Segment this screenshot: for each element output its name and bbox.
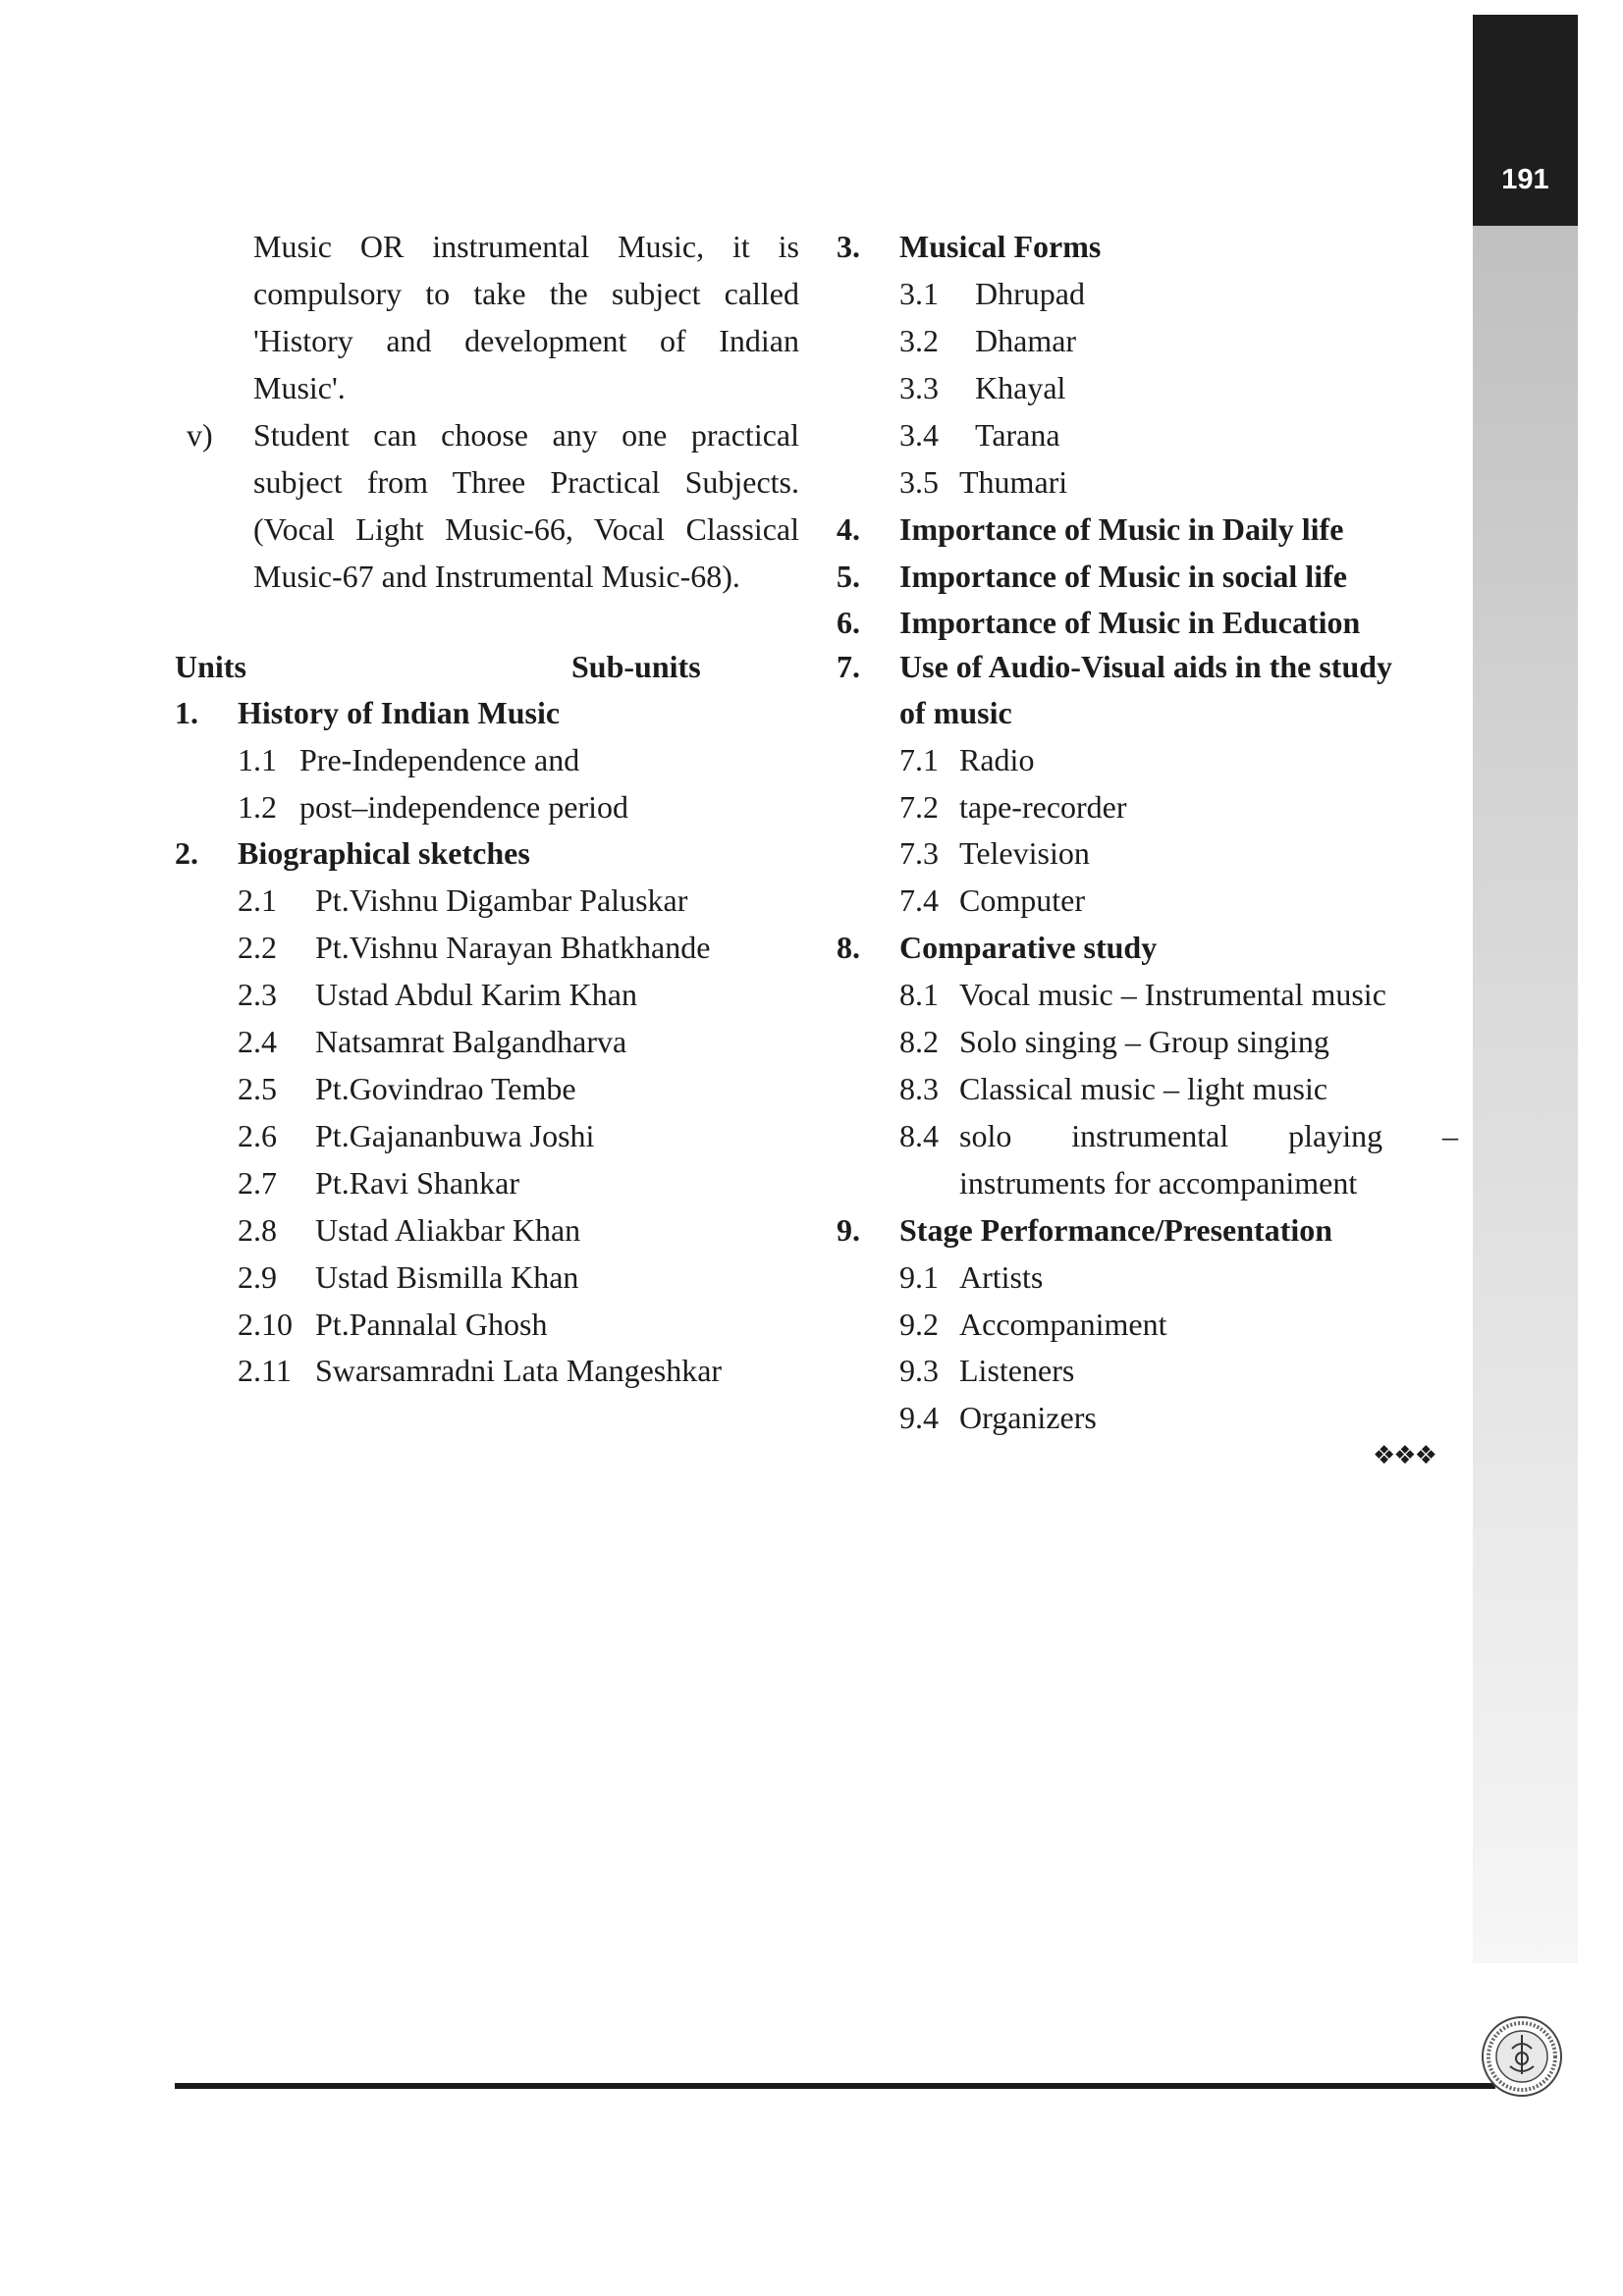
subunit-number: 2.5	[238, 1071, 277, 1106]
subunit-text: Radio	[959, 742, 1035, 777]
unit-title: Musical Forms	[899, 229, 1102, 264]
unit-title: Biographical sketches	[238, 835, 530, 871]
subunit-number: 2.11	[238, 1353, 292, 1388]
unit-title-continued: of music	[899, 695, 1012, 730]
unit-number: 9.	[837, 1212, 860, 1248]
subunit-text: Solo singing – Group singing	[959, 1024, 1329, 1059]
subunit-number: 2.4	[238, 1024, 277, 1059]
subunit-number: 8.1	[899, 977, 939, 1012]
subunit-text: Natsamrat Balgandharva	[315, 1024, 627, 1059]
unit-title: Use of Audio-Visual aids in the study	[899, 649, 1393, 684]
unit-title: Importance of Music in Education	[899, 605, 1361, 640]
bottom-rule	[175, 2083, 1495, 2089]
subunit-number: 2.7	[238, 1165, 277, 1201]
subunit-number: 3.3	[899, 370, 939, 405]
subunit-number: 8.4	[899, 1118, 939, 1153]
unit-number: 6.	[837, 605, 860, 640]
subunit-text: post–independence period	[299, 789, 628, 825]
subunit-text: Accompaniment	[959, 1307, 1167, 1342]
subunit-text: Tarana	[975, 417, 1060, 453]
intro-line: (Vocal Light Music-66, Vocal Classical	[253, 511, 799, 547]
subunit-number: 2.2	[238, 930, 277, 965]
intro-line: Music OR instrumental Music, it is	[253, 229, 799, 264]
subunit-number: 9.4	[899, 1400, 939, 1435]
unit-title: Importance of Music in Daily life	[899, 511, 1344, 547]
subunit-number: 9.3	[899, 1353, 939, 1388]
page-sidebar-band	[1473, 15, 1578, 1963]
subunit-text: Computer	[959, 882, 1085, 918]
subunit-number: 9.2	[899, 1307, 939, 1342]
subunit-text: Vocal music – Instrumental music	[959, 977, 1386, 1012]
intro-line: Music'.	[253, 370, 346, 405]
intro-line: 'History and development of Indian	[253, 323, 799, 358]
subunit-text: Pre-Independence and	[299, 742, 580, 777]
units-header: Units	[175, 649, 246, 684]
subunit-number: 2.1	[238, 882, 277, 918]
subunit-number: 7.1	[899, 742, 939, 777]
subunit-number: 2.10	[238, 1307, 293, 1342]
subunit-text: Thumari	[959, 464, 1068, 500]
subunit-text: solo instrumental playing –	[959, 1118, 1458, 1153]
subunit-text: Dhamar	[975, 323, 1077, 358]
intro-line: Music-67 and Instrumental Music-68).	[253, 559, 740, 594]
intro-line: compulsory to take the subject called	[253, 276, 799, 311]
subunit-number: 3.4	[899, 417, 939, 453]
subunit-number: 3.1	[899, 276, 939, 311]
subunit-number: 7.3	[899, 835, 939, 871]
subunit-text: Ustad Bismilla Khan	[315, 1259, 579, 1295]
unit-title: History of Indian Music	[238, 695, 561, 730]
subunits-header: Sub-units	[571, 649, 701, 684]
board-emblem-icon	[1481, 2015, 1563, 2098]
item-marker: v)	[187, 417, 213, 453]
unit-number: 4.	[837, 511, 860, 547]
subunit-number: 7.2	[899, 789, 939, 825]
subunit-number: 3.2	[899, 323, 939, 358]
subunit-number: 7.4	[899, 882, 939, 918]
subunit-text: Organizers	[959, 1400, 1097, 1435]
subunit-text: Artists	[959, 1259, 1044, 1295]
page-number: 191	[1501, 164, 1549, 195]
unit-title: Stage Performance/Presentation	[899, 1212, 1333, 1248]
unit-number: 2.	[175, 835, 198, 871]
subunit-text: Pt.Pannalal Ghosh	[315, 1307, 548, 1342]
subunit-number: 2.6	[238, 1118, 277, 1153]
subunit-text: Swarsamradni Lata Mangeshkar	[315, 1353, 723, 1388]
unit-title: Importance of Music in social life	[899, 559, 1347, 594]
unit-number: 7.	[837, 649, 860, 684]
subunit-number: 2.9	[238, 1259, 277, 1295]
subunit-number: 2.3	[238, 977, 277, 1012]
subunit-text: Khayal	[975, 370, 1066, 405]
subunit-text: Pt.Gajananbuwa Joshi	[315, 1118, 595, 1153]
end-ornament: ❖❖❖	[1373, 1441, 1435, 1470]
subunit-text: tape-recorder	[959, 789, 1127, 825]
subunit-text: Pt.Govindrao Tembe	[315, 1071, 576, 1106]
subunit-text: Listeners	[959, 1353, 1075, 1388]
subunit-number: 1.2	[238, 789, 277, 825]
subunit-text: Classical music – light music	[959, 1071, 1328, 1106]
subunit-number: 8.3	[899, 1071, 939, 1106]
subunit-number: 8.2	[899, 1024, 939, 1059]
subunit-text: Pt.Vishnu Digambar Paluskar	[315, 882, 688, 918]
page-number-tab	[1473, 15, 1578, 226]
subunit-text: Pt.Ravi Shankar	[315, 1165, 519, 1201]
unit-number: 8.	[837, 930, 860, 965]
unit-number: 1.	[175, 695, 198, 730]
unit-number: 3.	[837, 229, 860, 264]
subunit-number: 2.8	[238, 1212, 277, 1248]
unit-title: Comparative study	[899, 930, 1158, 965]
subunit-text-continued: instruments for accompaniment	[959, 1165, 1358, 1201]
subunit-text: Pt.Vishnu Narayan Bhatkhande	[315, 930, 711, 965]
unit-number: 5.	[837, 559, 860, 594]
subunit-number: 9.1	[899, 1259, 939, 1295]
subunit-text: Ustad Aliakbar Khan	[315, 1212, 581, 1248]
intro-line: subject from Three Practical Subjects.	[253, 464, 799, 500]
intro-line: Student can choose any one practical	[253, 417, 799, 453]
subunit-number: 1.1	[238, 742, 277, 777]
subunit-number: 3.5	[899, 464, 939, 500]
subunit-text: Dhrupad	[975, 276, 1085, 311]
subunit-text: Television	[959, 835, 1090, 871]
subunit-text: Ustad Abdul Karim Khan	[315, 977, 637, 1012]
